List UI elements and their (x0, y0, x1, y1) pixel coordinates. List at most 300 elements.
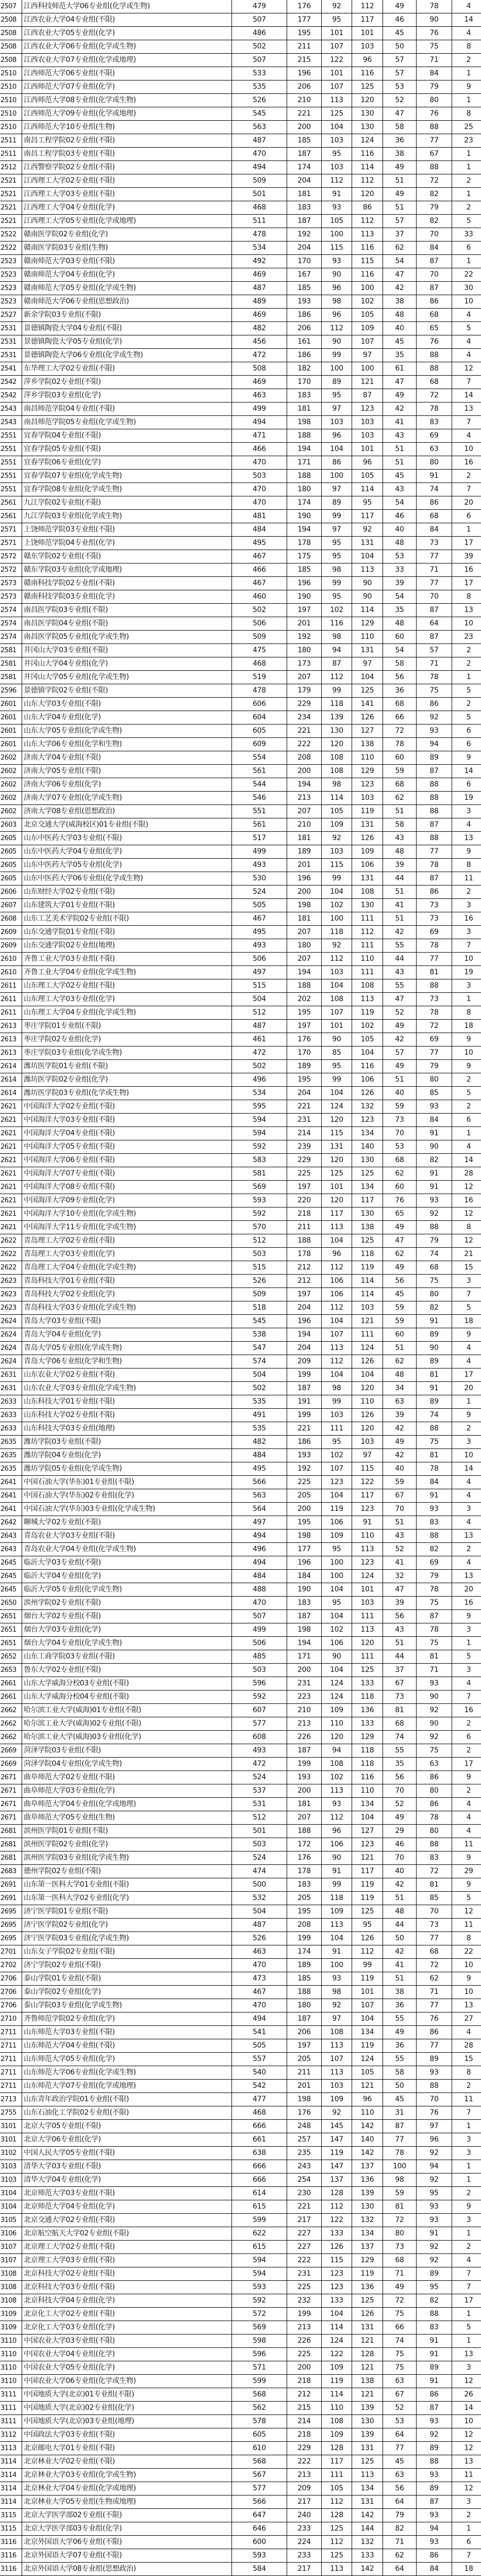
score-col-3-cell: 112 (322, 2536, 352, 2549)
score-col-4-cell: 111 (352, 1610, 383, 1623)
score-col-5-cell: 66 (383, 2321, 417, 2335)
score-col-6-cell: 72 (417, 1865, 452, 1878)
score-col-7-cell: 12 (452, 1208, 481, 1221)
school-code-cell: 2641 (0, 1489, 22, 1503)
score-col-7-cell: 4 (452, 1355, 481, 1369)
major-group-name-cell: 北京科技大学02专业组(不限) (22, 2267, 232, 2281)
score-col-2-cell: 191 (287, 1395, 322, 1409)
score-col-5-cell: 62 (383, 1355, 417, 1369)
total-score-cell: 526 (232, 1275, 287, 1288)
score-col-5-cell: 68 (383, 1154, 417, 1167)
school-code-cell: 2508 (0, 40, 22, 54)
school-code-cell: 2571 (0, 537, 22, 550)
total-score-cell: 570 (232, 1221, 287, 1234)
score-col-3-cell: 118 (322, 926, 352, 939)
major-group-name-cell: 赣南师范大学05专业组(化学或生物) (22, 282, 232, 295)
total-score-cell: 463 (232, 389, 287, 403)
score-col-2-cell: 212 (287, 1261, 322, 1275)
table-row (0, 1677, 481, 1691)
score-col-5-cell: 58 (383, 121, 417, 134)
major-group-name-cell: 江西理工大学03专业组(不限) (22, 188, 232, 201)
score-col-5-cell: 40 (383, 1087, 417, 1100)
score-col-6-cell: 82 (417, 1543, 452, 1556)
score-col-5-cell: 52 (383, 94, 417, 107)
major-group-name-cell: 北京邮电大学01专业组(不限) (22, 2442, 232, 2455)
score-col-7-cell: 16 (452, 564, 481, 577)
score-col-6-cell: 89 (417, 2482, 452, 2496)
score-col-2-cell: 187 (287, 215, 322, 228)
total-score-cell: 594 (232, 1127, 287, 1140)
score-col-3-cell: 109 (322, 2361, 352, 2375)
score-col-2-cell: 181 (287, 188, 322, 201)
score-col-2-cell: 239 (287, 1140, 322, 1154)
total-score-cell: 482 (232, 322, 287, 335)
score-col-4-cell: 134 (352, 1181, 383, 1194)
score-col-6-cell: 91 (417, 1167, 452, 1181)
score-col-6-cell: 81 (417, 966, 452, 979)
total-score-cell: 554 (232, 751, 287, 765)
table-row (0, 309, 481, 322)
school-code-cell: 2551 (0, 456, 22, 470)
score-col-7-cell: 3 (452, 1664, 481, 1677)
school-code-cell: 2671 (0, 1798, 22, 1811)
score-col-3-cell: 115 (322, 1127, 352, 1140)
score-col-5-cell: 59 (383, 2187, 417, 2200)
score-col-6-cell: 91 (417, 1382, 452, 1395)
school-code-cell: 3115 (0, 2509, 22, 2522)
score-col-5-cell: 72 (383, 725, 417, 738)
major-group-name-cell: 青岛科技大学03专业组(化学或生物) (22, 1301, 232, 1315)
score-col-7-cell: 15 (452, 2053, 481, 2066)
score-col-3-cell: 113 (322, 2563, 352, 2576)
score-col-5-cell: 44 (383, 953, 417, 966)
score-col-5-cell: 55 (383, 1744, 417, 1758)
score-col-7-cell: 23 (452, 134, 481, 148)
total-score-cell: 593 (232, 2549, 287, 2563)
score-col-5-cell: 39 (383, 1597, 417, 1610)
total-score-cell: 610 (232, 2442, 287, 2455)
table-row (0, 1610, 481, 1623)
score-col-6-cell: 82 (417, 1154, 452, 1167)
score-col-7-cell: 1 (452, 161, 481, 174)
score-col-5-cell: 40 (383, 1462, 417, 1476)
score-col-3-cell: 99 (322, 577, 352, 590)
score-col-3-cell: 99 (322, 1878, 352, 1892)
score-col-5-cell: 87 (383, 2120, 417, 2133)
score-col-3-cell: 107 (322, 1006, 352, 1020)
major-group-name-cell: 清华大学04专业组(化学) (22, 2174, 232, 2187)
score-col-7-cell: 1 (452, 94, 481, 107)
score-col-7-cell: 1 (452, 255, 481, 268)
score-col-3-cell: 104 (322, 443, 352, 456)
total-score-cell: 535 (232, 1422, 287, 1436)
major-group-name-cell: 山东大学05专业组(化学或生物) (22, 725, 232, 738)
major-group-name-cell: 山东交通学院01专业组(不限) (22, 926, 232, 939)
score-col-7-cell: 10 (452, 443, 481, 456)
score-col-3-cell: 104 (322, 121, 352, 134)
score-col-6-cell: 78 (417, 939, 452, 953)
score-col-7-cell: 4 (452, 2254, 481, 2267)
school-code-cell: 2522 (0, 242, 22, 255)
score-col-2-cell: 197 (287, 1288, 322, 1301)
score-col-7-cell: 17 (452, 1758, 481, 1771)
school-code-cell: 3108 (0, 2267, 22, 2281)
score-col-7-cell: 13 (452, 2455, 481, 2469)
major-group-name-cell: 北京化工大学02专业组(不限) (22, 2308, 232, 2321)
score-col-4-cell: 96 (352, 2093, 383, 2106)
table-row (0, 416, 481, 429)
score-col-3-cell: 112 (322, 1301, 352, 1315)
score-col-2-cell: 200 (287, 2361, 322, 2375)
score-col-6-cell: 91 (417, 2335, 452, 2348)
school-code-cell: 2702 (0, 1959, 22, 1972)
table-row (0, 40, 481, 54)
score-col-5-cell: 75 (383, 2348, 417, 2361)
score-col-3-cell: 98 (322, 295, 352, 309)
major-group-name-cell: 山东中医药大学03专业组(不限) (22, 832, 232, 845)
major-group-name-cell: 山东师范大学03专业组(不限) (22, 2026, 232, 2039)
total-score-cell: 615 (232, 2200, 287, 2214)
score-col-4-cell: 116 (352, 148, 383, 161)
score-col-3-cell: 133 (322, 2227, 352, 2241)
score-col-3-cell: 104 (322, 1087, 352, 1100)
score-col-5-cell: 68 (383, 1717, 417, 1731)
school-code-cell: 2572 (0, 564, 22, 577)
score-col-2-cell: 195 (287, 1073, 322, 1087)
score-col-2-cell: 207 (287, 1811, 322, 1825)
score-col-7-cell: 14 (452, 765, 481, 778)
major-group-name-cell: 中国海洋大学03专业组(不限) (22, 1114, 232, 1127)
major-group-name-cell: 北京林业大学05专业组(生物或地理) (22, 2496, 232, 2509)
school-code-cell: 2573 (0, 590, 22, 604)
table-row (0, 201, 481, 215)
major-group-name-cell: 山东农业大学02专业组(不限) (22, 1369, 232, 1382)
school-code-cell: 2651 (0, 1637, 22, 1650)
score-col-6-cell: 73 (417, 1919, 452, 1932)
score-col-2-cell: 205 (287, 1489, 322, 1503)
table-row (0, 577, 481, 590)
major-group-name-cell: 北京外国语大学08专业组(思想政治) (22, 2563, 232, 2576)
score-col-5-cell: 55 (383, 2013, 417, 2026)
score-col-2-cell: 182 (287, 362, 322, 376)
major-group-name-cell: 新余学院03专业组(不限) (22, 309, 232, 322)
score-col-3-cell: 98 (322, 564, 352, 577)
total-score-cell: 469 (232, 268, 287, 282)
school-code-cell: 2602 (0, 792, 22, 805)
score-col-4-cell: 104 (352, 1046, 383, 1060)
school-code-cell: 2521 (0, 215, 22, 228)
school-code-cell: 2695 (0, 1919, 22, 1932)
score-col-2-cell: 188 (287, 429, 322, 443)
school-code-cell: 2596 (0, 684, 22, 698)
total-score-cell: 471 (232, 429, 287, 443)
table-row (0, 429, 481, 443)
score-col-5-cell: 57 (383, 54, 417, 67)
score-col-7-cell: 18 (452, 1315, 481, 1328)
score-col-2-cell: 229 (287, 698, 322, 711)
score-col-6-cell: 77 (417, 577, 452, 590)
table-row (0, 1811, 481, 1825)
score-col-5-cell: 37 (383, 228, 417, 242)
score-col-3-cell: 104 (322, 979, 352, 993)
score-col-6-cell: 79 (417, 201, 452, 215)
table-row (0, 134, 481, 148)
major-group-name-cell: 曲阜师范大学03专业组(化学) (22, 1784, 232, 1798)
score-col-3-cell: 101 (322, 1020, 352, 1033)
score-col-6-cell: 93 (417, 2066, 452, 2080)
score-col-7-cell: 5 (452, 1087, 481, 1100)
score-col-7-cell: 16 (452, 1194, 481, 1208)
table-row (0, 1986, 481, 1999)
total-score-cell: 486 (232, 27, 287, 40)
score-col-3-cell: 108 (322, 2026, 352, 2039)
score-col-7-cell: 4 (452, 1811, 481, 1825)
score-col-7-cell: 4 (452, 429, 481, 443)
school-code-cell: 3108 (0, 2294, 22, 2308)
score-col-2-cell: 194 (287, 966, 322, 979)
score-col-5-cell: 36 (383, 134, 417, 148)
score-col-4-cell: 101 (352, 1986, 383, 1999)
score-col-4-cell: 97 (352, 657, 383, 671)
score-col-2-cell: 211 (287, 40, 322, 54)
major-group-name-cell: 齐鲁师范学院02专业组(化学) (22, 2013, 232, 2026)
total-score-cell: 571 (232, 2361, 287, 2375)
table-row (0, 268, 481, 282)
score-col-4-cell: 139 (352, 2187, 383, 2200)
school-code-cell: 2614 (0, 1087, 22, 1100)
score-col-3-cell: 90 (322, 335, 352, 349)
score-col-6-cell: 92 (417, 2428, 452, 2442)
score-col-7-cell: 4 (452, 1342, 481, 1355)
score-col-2-cell: 188 (287, 1825, 322, 1838)
major-group-name-cell: 山东中医药大学06专业组(化学或生物) (22, 872, 232, 886)
major-group-name-cell: 中国石油大学(华东)01专业组(不限) (22, 1476, 232, 1489)
score-col-5-cell: 44 (383, 872, 417, 886)
school-code-cell: 2601 (0, 711, 22, 725)
score-col-6-cell: 71 (417, 1664, 452, 1677)
table-row (0, 242, 481, 255)
total-score-cell: 492 (232, 255, 287, 268)
score-col-5-cell: 56 (383, 2482, 417, 2496)
major-group-name-cell: 山东建筑大学01专业组(不限) (22, 899, 232, 912)
school-code-cell: 2624 (0, 1342, 22, 1355)
total-score-cell: 456 (232, 335, 287, 349)
school-code-cell: 2574 (0, 631, 22, 644)
score-col-5-cell: 31 (383, 2106, 417, 2120)
school-code-cell: 2511 (0, 134, 22, 148)
score-col-4-cell: 140 (352, 2133, 383, 2147)
major-group-name-cell: 山东大学03专业组(不限) (22, 698, 232, 711)
score-col-5-cell: 40 (383, 1865, 417, 1878)
school-code-cell: 3114 (0, 2469, 22, 2482)
school-code-cell: 2635 (0, 1462, 22, 1476)
score-col-3-cell: 98 (322, 1986, 352, 1999)
school-code-cell: 2621 (0, 1140, 22, 1154)
school-code-cell: 2601 (0, 738, 22, 751)
major-group-name-cell: 山东师范大学04专业组(不限) (22, 2039, 232, 2053)
score-col-4-cell: 119 (352, 805, 383, 818)
score-col-4-cell: 103 (352, 416, 383, 429)
score-col-6-cell: 95 (417, 2187, 452, 2200)
major-group-name-cell: 潍坊医学院03专业组(化学或生物) (22, 1087, 232, 1100)
table-row (0, 188, 481, 201)
major-group-name-cell: 曲阜师范大学04专业组(化学或地理) (22, 1798, 232, 1811)
school-code-cell: 2671 (0, 1811, 22, 1825)
score-col-3-cell: 123 (322, 1476, 352, 1489)
score-col-6-cell: 90 (417, 1342, 452, 1355)
score-col-7-cell: 1 (452, 2160, 481, 2174)
school-code-cell: 2531 (0, 335, 22, 349)
score-col-5-cell: 66 (383, 711, 417, 725)
score-col-5-cell: 35 (383, 349, 417, 362)
score-col-7-cell: 3 (452, 1275, 481, 1288)
school-code-cell: 2561 (0, 496, 22, 510)
score-col-2-cell: 225 (287, 2348, 322, 2361)
total-score-cell: 537 (232, 1784, 287, 1798)
major-group-name-cell: 东华理工大学02专业组(不限) (22, 362, 232, 376)
score-col-4-cell: 123 (352, 403, 383, 416)
score-col-3-cell: 112 (322, 953, 352, 966)
major-group-name-cell: 山东中医药大学05专业组(化学) (22, 859, 232, 872)
major-group-name-cell: 南昌工程学院02专业组(不限) (22, 134, 232, 148)
score-col-7-cell: 7 (452, 416, 481, 429)
school-code-cell: 2710 (0, 2013, 22, 2026)
total-score-cell: 467 (232, 550, 287, 564)
table-row (0, 81, 481, 94)
score-col-2-cell: 225 (287, 1167, 322, 1181)
major-group-name-cell: 北京交通大学(威海校区)01专业组(不限) (22, 818, 232, 832)
score-col-7-cell: 3 (452, 2147, 481, 2160)
score-col-3-cell: 89 (322, 496, 352, 510)
table-row (0, 564, 481, 577)
table-row (0, 1892, 481, 1905)
table-row (0, 2080, 481, 2093)
score-col-5-cell: 49 (383, 2026, 417, 2039)
school-code-cell: 2521 (0, 188, 22, 201)
table-row (0, 2120, 481, 2133)
table-row (0, 2039, 481, 2053)
school-code-cell: 2613 (0, 1033, 22, 1046)
score-col-2-cell: 206 (287, 81, 322, 94)
score-col-3-cell: 128 (322, 2442, 352, 2455)
score-col-5-cell: 54 (383, 255, 417, 268)
table-row (0, 993, 481, 1006)
score-col-4-cell: 109 (352, 322, 383, 335)
score-col-2-cell: 199 (287, 2308, 322, 2321)
score-col-4-cell: 115 (352, 255, 383, 268)
score-col-5-cell: 56 (383, 671, 417, 684)
major-group-name-cell: 山东中医药大学04专业组(化学) (22, 845, 232, 859)
score-col-7-cell: 6 (452, 778, 481, 792)
score-col-6-cell: 87 (417, 818, 452, 832)
score-col-6-cell: 75 (417, 1597, 452, 1610)
school-code-cell: 2523 (0, 268, 22, 282)
school-code-cell: 2605 (0, 845, 22, 859)
score-col-4-cell: 131 (352, 2496, 383, 2509)
major-group-name-cell: 江西师范大学07专业组(化学) (22, 81, 232, 94)
score-col-5-cell: 60 (383, 1328, 417, 1342)
score-col-5-cell: 75 (383, 2361, 417, 2375)
table-row (0, 1838, 481, 1852)
score-col-2-cell: 178 (287, 1865, 322, 1878)
major-group-name-cell: 青岛农业大学04专业组(化学或生物) (22, 1543, 232, 1556)
score-col-5-cell: 43 (383, 483, 417, 496)
score-col-4-cell: 124 (352, 2053, 383, 2066)
total-score-cell: 469 (232, 309, 287, 322)
total-score-cell: 547 (232, 1342, 287, 1355)
score-col-7-cell: 22 (452, 1945, 481, 1959)
score-col-4-cell: 119 (352, 1006, 383, 1020)
school-code-cell: 2510 (0, 67, 22, 81)
major-group-name-cell: 青岛科技大学02专业组(化学) (22, 1288, 232, 1301)
major-group-name-cell: 山东大学威海分校04专业组(不限) (22, 1691, 232, 1704)
major-group-name-cell: 江西农业大学06专业组(化学或生物) (22, 40, 232, 54)
score-col-2-cell: 197 (287, 604, 322, 617)
score-col-6-cell: 70 (417, 1905, 452, 1919)
score-col-6-cell: 88 (417, 2308, 452, 2321)
major-group-name-cell: 山东科技大学02专业组(不限) (22, 1409, 232, 1422)
total-score-cell: 482 (232, 1436, 287, 1449)
major-group-name-cell: 青岛理工大学04专业组(化学或生物) (22, 1261, 232, 1275)
score-col-6-cell: 76 (417, 107, 452, 121)
score-col-5-cell: 39 (383, 1409, 417, 1422)
score-col-2-cell: 234 (287, 711, 322, 725)
score-col-4-cell: 139 (352, 2402, 383, 2415)
table-row (0, 403, 481, 416)
table-row (0, 1945, 481, 1959)
score-col-7-cell: 3 (452, 2214, 481, 2227)
major-group-name-cell: 景德镇陶瓷大学04专业组(不限) (22, 322, 232, 335)
score-col-4-cell: 116 (352, 242, 383, 255)
score-col-4-cell: 91 (352, 1516, 383, 1530)
score-col-3-cell: 113 (322, 1919, 352, 1932)
score-col-4-cell: 136 (352, 2281, 383, 2294)
total-score-cell: 496 (232, 1543, 287, 1556)
score-col-6-cell: 86 (417, 1771, 452, 1784)
major-group-name-cell: 赣南师范大学03专业组(不限) (22, 255, 232, 268)
score-col-6-cell: 86 (417, 496, 452, 510)
score-col-7-cell: 9 (452, 2200, 481, 2214)
score-col-3-cell: 115 (322, 859, 352, 872)
score-col-6-cell: 81 (417, 1650, 452, 1664)
school-code-cell: 3110 (0, 2375, 22, 2388)
score-col-6-cell: 88 (417, 161, 452, 174)
score-col-2-cell: 233 (287, 2549, 322, 2563)
score-col-3-cell: 124 (322, 1677, 352, 1691)
table-row (0, 1597, 481, 1610)
table-row (0, 443, 481, 456)
table-row (0, 657, 481, 671)
score-col-2-cell: 200 (287, 121, 322, 134)
school-code-cell: 2695 (0, 1905, 22, 1919)
score-col-2-cell: 217 (287, 2214, 322, 2227)
total-score-cell: 562 (232, 2402, 287, 2415)
score-col-2-cell: 170 (287, 255, 322, 268)
score-col-5-cell: 49 (383, 1060, 417, 1073)
total-score-cell: 470 (232, 1597, 287, 1610)
total-score-cell: 567 (232, 2469, 287, 2482)
total-score-cell: 563 (232, 121, 287, 134)
total-score-cell: 506 (232, 1637, 287, 1650)
major-group-name-cell: 德州学院02专业组(不限) (22, 1865, 232, 1878)
score-col-7-cell: 7 (452, 483, 481, 496)
total-score-cell: 545 (232, 107, 287, 121)
table-row (0, 335, 481, 349)
score-col-3-cell: 96 (322, 1825, 352, 1838)
major-group-name-cell: 枣庄学院03专业组(化学或生物) (22, 1046, 232, 1060)
score-col-5-cell: 59 (383, 1476, 417, 1489)
score-col-7-cell: 10 (452, 953, 481, 966)
